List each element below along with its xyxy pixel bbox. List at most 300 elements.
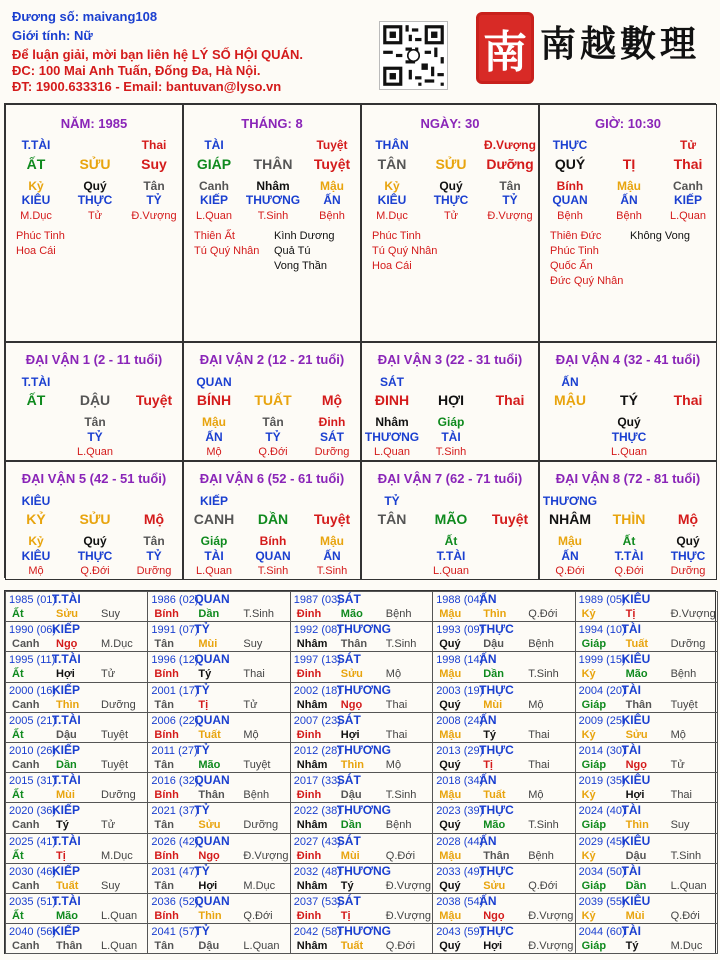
year-cell [5, 742, 148, 773]
cell-text: T.Sinh [257, 565, 289, 577]
year-label: 2003 (19) [436, 684, 484, 697]
life-stage: Q.Đới [528, 879, 558, 892]
cell-text: Mộ [206, 446, 222, 458]
life-stage: Tử [670, 759, 685, 771]
cell-text: Thai [673, 156, 703, 172]
cell-text: L.Quan [76, 446, 114, 458]
star-name: Kình Dương [274, 230, 335, 242]
cell-text: L.Quan [610, 446, 648, 458]
cell-text: SÁT [320, 430, 344, 444]
year-star: KIẾP [52, 622, 81, 637]
cell-text: Canh [199, 179, 229, 193]
cell-text: TÀI [204, 138, 224, 152]
logo: 南越數理 [540, 23, 701, 65]
year-star: THỰC [479, 803, 514, 818]
cell-text: DẦN [257, 511, 289, 527]
earthly-branch: Tuất [340, 940, 364, 953]
year-cell [432, 833, 575, 864]
pillar-title: ĐẠI VẬN 8 (72 - 81 tuổi) [555, 471, 701, 486]
cell-text: TỶ [265, 430, 281, 444]
year-label: 2044 (60) [578, 926, 626, 939]
year-star: THƯƠNG [336, 622, 391, 637]
year-star: TÀI [621, 803, 641, 818]
year-cell [432, 621, 575, 652]
year-cell [5, 863, 148, 894]
year-cell [147, 863, 290, 894]
year-cell [575, 893, 718, 924]
life-stage: Đ.Vượng [385, 879, 431, 892]
cell-text: Nhâm [375, 415, 409, 429]
year-cell [290, 893, 433, 924]
cell-text: THỰC [77, 193, 113, 207]
heavenly-stem: Bính [154, 849, 179, 862]
cell-text: THỰC [670, 549, 706, 563]
header-info [12, 9, 303, 95]
heavenly-stem: Nhâm [296, 879, 328, 892]
heavenly-stem: Đinh [296, 608, 322, 620]
stars-left [372, 229, 437, 274]
life-stage: Mộ [528, 789, 544, 802]
year-star: SÁT [336, 592, 361, 606]
life-stage: Thai [243, 668, 265, 681]
cell-text: Ất [444, 534, 458, 548]
year-star: THƯƠNG [336, 863, 391, 878]
star-name: Tú Quý Nhân [194, 245, 260, 257]
year-star: ẤN [479, 773, 497, 788]
cell-text: Thai [141, 138, 167, 152]
earthly-branch: Sửu [340, 668, 363, 681]
cell-text: T.Sinh [257, 210, 289, 222]
earthly-branch: Hợi [483, 940, 503, 953]
year-label: 2022 (38) [293, 805, 341, 818]
year-label: 2002 (18) [293, 684, 341, 697]
cell-text: Tân [143, 179, 165, 193]
address: ĐC: 100 Mai Anh Tuấn, Đống Đa, Hà Nội. [12, 63, 261, 78]
year-cell [147, 712, 290, 743]
year-label: 2010 (26) [9, 745, 57, 757]
year-star: QUAN [194, 773, 230, 788]
cell-text: Đinh [318, 415, 346, 429]
life-stage: Mộ [670, 728, 686, 741]
heavenly-stem: Canh [12, 698, 40, 711]
year-cell [5, 802, 148, 833]
year-star: THƯƠNG [336, 803, 391, 818]
year-label: 1990 (06) [9, 624, 57, 637]
year-label: 2029 (45) [578, 835, 626, 848]
cell-text: TỶ [87, 430, 103, 444]
earthly-branch: Sửu [483, 879, 506, 892]
cell-text: Đ.Vượng [484, 138, 536, 152]
cell-text: THỰC [77, 549, 113, 563]
year-cell [147, 682, 290, 713]
cell-text: KIẾP [199, 494, 228, 508]
star-name: Quốc Ấn [550, 260, 593, 272]
life-stage: Đ.Vượng [385, 910, 431, 922]
seal-stamp: 南 [476, 12, 534, 84]
heavenly-stem: Giáp [581, 638, 607, 651]
year-cell [5, 893, 148, 924]
star-name: Đức Quý Nhân [550, 275, 624, 287]
heavenly-stem: Canh [12, 819, 40, 832]
heavenly-stem: Mậu [439, 910, 462, 922]
year-star: TỶ [194, 924, 210, 939]
life-stage: T.Sinh [243, 608, 274, 620]
year-cell [5, 651, 148, 682]
cell-text: Thai [495, 392, 525, 408]
year-star: SÁT [336, 833, 361, 848]
year-label: 1989 (05) [578, 594, 626, 606]
year-cell [5, 923, 148, 954]
year-star: T.TÀI [52, 894, 81, 908]
heavenly-stem: Giáp [581, 698, 607, 711]
life-stage: Bệnh [528, 849, 554, 862]
earthly-branch: Mùi [198, 638, 218, 651]
earthly-branch: Tuất [483, 789, 506, 802]
heavenly-stem: Đinh [296, 728, 322, 741]
year-cell [575, 712, 718, 743]
cell-text: Q.Đới [614, 565, 644, 577]
year-cell [5, 621, 148, 652]
cell-text: KIÊU [377, 193, 407, 207]
year-label: 2006 (22) [151, 714, 199, 727]
earthly-branch: Mùi [56, 789, 75, 802]
stars-right [274, 229, 334, 274]
year-cell [5, 772, 148, 803]
four-pillars-chart [4, 103, 716, 578]
year-cell [575, 621, 718, 652]
cell-text: Quý [617, 415, 641, 429]
year-cell [147, 923, 290, 954]
earthly-branch: Ngọ [625, 759, 647, 771]
cell-text: Mộ [28, 565, 44, 577]
cell-text: Mậu [617, 179, 641, 193]
year-label: 2009 (25) [578, 714, 626, 727]
year-label: 2033 (49) [436, 865, 484, 878]
year-label: 1993 (09) [436, 624, 484, 637]
cell-text: ẤN [205, 430, 223, 444]
year-cell [432, 802, 575, 833]
pillar-title: THÁNG: 8 [241, 116, 303, 131]
pillar-3 [361, 104, 539, 342]
life-stage: Suy [101, 879, 120, 892]
earthly-branch: Tị [483, 759, 493, 771]
pillar-title: GIỜ: 10:30 [594, 116, 661, 131]
life-stage: T.Sinh [528, 819, 559, 832]
year-label: 2015 (31) [9, 775, 57, 788]
cell-text: MÃO [434, 511, 468, 527]
cell-text: TỶ [502, 193, 518, 207]
year-star: T.TÀI [52, 773, 81, 788]
cell-text: Mộ [321, 392, 343, 408]
heavenly-stem: Canh [12, 759, 40, 771]
cell-text: THƯƠNG [542, 494, 598, 508]
year-star: KIÊU [621, 773, 651, 788]
year-star: QUAN [194, 652, 230, 667]
cell-text: THÌN [612, 511, 646, 527]
heavenly-stem: Quý [439, 879, 461, 892]
star-name: Phúc Tinh [550, 245, 599, 257]
life-stage: Q.Đới [385, 849, 416, 862]
heavenly-stem: Mậu [439, 849, 462, 862]
life-stage: M.Dục [670, 940, 703, 953]
earthly-branch: Ngọ [340, 698, 363, 711]
year-label: 2040 (56) [9, 926, 57, 939]
earthly-branch: Dần [198, 608, 220, 620]
year-label: 2035 (51) [9, 896, 57, 908]
life-stage: Bệnh [528, 638, 554, 651]
cell-text: T.Sinh [316, 565, 348, 577]
cell-text: Quý [439, 179, 463, 193]
heavenly-stem: Ất [12, 608, 24, 620]
cell-text: TỶ [384, 494, 400, 508]
cell-text: Bính [556, 179, 584, 193]
cell-text: GIÁP [196, 156, 232, 172]
earthly-branch: Dậu [56, 728, 77, 741]
year-star: THỰC [479, 863, 514, 878]
year-star: THỰC [479, 924, 514, 939]
cell-text: Dưỡng [670, 565, 706, 577]
earthly-branch: Mão [625, 668, 648, 681]
cell-text: SỬU [79, 511, 111, 527]
year-cell [432, 712, 575, 743]
pillar-title: NĂM: 1985 [60, 116, 128, 131]
cell-text: Tử [679, 138, 697, 152]
heavenly-stem: Quý [439, 819, 461, 832]
heavenly-stem: Tân [154, 759, 174, 771]
earthly-branch: Tý [198, 668, 212, 681]
life-stage: Suy [101, 608, 120, 620]
cell-text: SỬU [435, 156, 467, 172]
cell-text: THƯƠNG [245, 193, 301, 207]
year-star: TỶ [194, 622, 210, 637]
heavenly-stem: Bính [154, 608, 179, 620]
cell-text: ẤN [323, 193, 341, 207]
earthly-branch: Mão [56, 910, 78, 922]
cell-text: TỊ [622, 156, 636, 172]
gender: Giới tính: Nữ [12, 28, 93, 43]
earthly-branch: Thân [56, 940, 83, 953]
life-stage: Suy [670, 819, 690, 832]
life-stage: T.Sinh [528, 668, 559, 681]
cell-text: T.TÀI [21, 138, 51, 152]
cell-text: ẤN [561, 375, 579, 389]
earthly-branch: Ngọ [483, 910, 505, 922]
heavenly-stem: Nhâm [296, 940, 328, 953]
year-cell [5, 833, 148, 864]
cell-text: MẬU [554, 392, 586, 408]
year-cell [290, 802, 433, 833]
year-cell [575, 802, 718, 833]
cell-text: Q.Đới [258, 446, 288, 458]
earthly-branch: Sửu [625, 728, 648, 741]
life-stage: M.Dục [101, 638, 133, 651]
life-stage: Mộ [385, 759, 402, 771]
pillar-title: ĐẠI VẬN 1 (2 - 11 tuổi) [25, 352, 163, 367]
year-star: T.TÀI [52, 652, 81, 667]
cell-text: Đ.Vượng [487, 210, 533, 222]
life-stage: M.Dục [101, 849, 133, 862]
dai-van-3 [361, 342, 539, 461]
year-cell [290, 742, 433, 773]
cell-text: KIÊU [21, 494, 51, 508]
year-cell [147, 742, 290, 773]
life-stage: Mộ [385, 668, 402, 681]
year-label: 1998 (14) [436, 654, 484, 667]
heavenly-stem: Canh [12, 879, 40, 892]
life-stage: Thai [528, 728, 550, 741]
cell-text: M.Dục [376, 210, 408, 222]
earthly-branch: Dần [625, 879, 647, 892]
year-star: THỰC [479, 622, 514, 637]
year-cell [5, 591, 148, 622]
year-cell [5, 712, 148, 743]
year-cell [147, 833, 290, 864]
stars-right [630, 229, 690, 244]
stars-left [16, 229, 65, 259]
heavenly-stem: Tân [154, 638, 174, 651]
cell-text: T.Sinh [435, 446, 467, 458]
year-cell [147, 591, 290, 622]
year-cell [575, 682, 718, 713]
pillar-title: ĐẠI VẬN 6 (52 - 61 tuổi) [199, 471, 345, 486]
dai-van-6 [183, 461, 361, 580]
heavenly-stem: Giáp [581, 819, 607, 832]
year-star: KIẾP [52, 682, 81, 697]
life-stage: Q.Đới [670, 910, 700, 922]
cell-text: Kỷ [28, 179, 44, 193]
year-cell [575, 923, 718, 954]
year-label: 2025 (41) [9, 835, 57, 848]
year-cell [575, 651, 718, 682]
year-label: 1986 (02) [151, 594, 199, 606]
heavenly-stem: Ất [12, 728, 24, 741]
heavenly-stem: Giáp [581, 759, 607, 771]
earthly-branch: Ngọ [56, 638, 78, 651]
heavenly-stem: Giáp [581, 940, 607, 953]
year-label: 2036 (52) [151, 896, 199, 908]
year-star: QUAN [194, 592, 230, 606]
annual-luck-grid [4, 590, 716, 954]
cell-text: M.Dục [20, 210, 52, 222]
pillar-2 [183, 104, 361, 342]
earthly-branch: Dậu [340, 789, 362, 802]
cell-text: Ất [622, 534, 636, 548]
heavenly-stem: Nhâm [296, 638, 328, 651]
year-cell [432, 893, 575, 924]
life-stage: T.Sinh [670, 849, 702, 862]
earthly-branch: Tý [625, 940, 639, 953]
year-label: 2017 (33) [293, 775, 341, 788]
cell-text: SÁT [380, 375, 404, 389]
heavenly-stem: Mậu [439, 608, 462, 620]
heavenly-stem: Đinh [296, 849, 322, 862]
cell-text: ẤN [561, 549, 579, 563]
year-cell [290, 772, 433, 803]
phone-email: ĐT: 1900.633316 - Email: bantuvan@lyso.vn [12, 79, 282, 94]
year-cell [147, 651, 290, 682]
heavenly-stem: Bính [154, 910, 179, 922]
heavenly-stem: Bính [154, 789, 179, 802]
cell-text: Tân [499, 179, 521, 193]
dai-van-7 [361, 461, 539, 580]
heavenly-stem: Đinh [296, 668, 322, 681]
cell-text: QUAN [255, 549, 291, 563]
cell-text: Bính [259, 534, 287, 548]
pillar-title: ĐẠI VẬN 4 (32 - 41 tuổi) [555, 352, 701, 367]
cell-text: Suy [141, 156, 167, 172]
cell-text: QUAN [196, 375, 232, 389]
year-label: 2019 (35) [578, 775, 626, 788]
year-star: KIÊU [621, 712, 651, 727]
cell-text: Giáp [200, 534, 228, 548]
earthly-branch: Tý [340, 879, 354, 892]
year-label: 2012 (28) [293, 745, 341, 757]
year-label: 2039 (55) [578, 896, 626, 908]
cell-text: TÂN [377, 156, 407, 172]
cell-text: THÂN [375, 138, 409, 152]
cell-text: L.Quan [432, 565, 470, 577]
cell-text: THÂN [253, 156, 293, 172]
heavenly-stem: Ất [12, 849, 24, 862]
cell-text: THỰC [433, 193, 469, 207]
earthly-branch: Mão [198, 759, 221, 771]
year-label: 1991 (07) [151, 624, 199, 637]
life-stage: Mộ [528, 698, 544, 711]
cell-text: T.TÀI [436, 549, 466, 563]
year-label: 1997 (13) [293, 654, 341, 667]
year-label: 1999 (15) [578, 654, 626, 667]
earthly-branch: Hợi [340, 728, 360, 741]
earthly-branch: Dần [56, 759, 77, 771]
cell-text: Nhâm [256, 179, 290, 193]
year-cell [147, 893, 290, 924]
life-stage: Mộ [243, 728, 259, 741]
year-star: KIÊU [621, 833, 651, 848]
earthly-branch: Tý [56, 819, 69, 832]
earthly-branch: Thìn [198, 910, 222, 922]
year-label: 1987 (03) [293, 594, 341, 606]
life-stage: Tử [101, 668, 116, 681]
star-name: Vong Thần [274, 260, 328, 272]
year-cell [290, 863, 433, 894]
year-cell [290, 712, 433, 743]
cell-text: KIÊU [21, 549, 51, 563]
star-name: Tú Quý Nhân [372, 245, 438, 257]
cell-text: TỶ [146, 549, 162, 563]
earthly-branch: Tị [340, 910, 351, 922]
earthly-branch: Sửu [56, 608, 79, 620]
stars-left [194, 229, 259, 259]
life-stage: L.Quan [101, 910, 138, 922]
heavenly-stem: Quý [439, 940, 461, 953]
earthly-branch: Dần [483, 668, 504, 681]
year-star: TÀI [621, 863, 641, 878]
cell-text: Mộ [143, 511, 165, 527]
year-label: 2031 (47) [151, 865, 199, 878]
year-cell [432, 651, 575, 682]
year-label: 2001 (17) [151, 684, 199, 697]
heavenly-stem: Mậu [439, 728, 462, 741]
earthly-branch: Dần [340, 819, 362, 832]
cell-text: KIẾP [673, 193, 702, 207]
life-stage: Tử [101, 819, 116, 832]
cell-text: TỶ [146, 193, 162, 207]
year-star: TỶ [194, 743, 210, 757]
year-star: SÁT [336, 894, 361, 908]
cell-text: TÀI [204, 549, 224, 563]
cell-text: DẬU [79, 392, 111, 408]
cell-text: Q.Đới [80, 565, 110, 577]
